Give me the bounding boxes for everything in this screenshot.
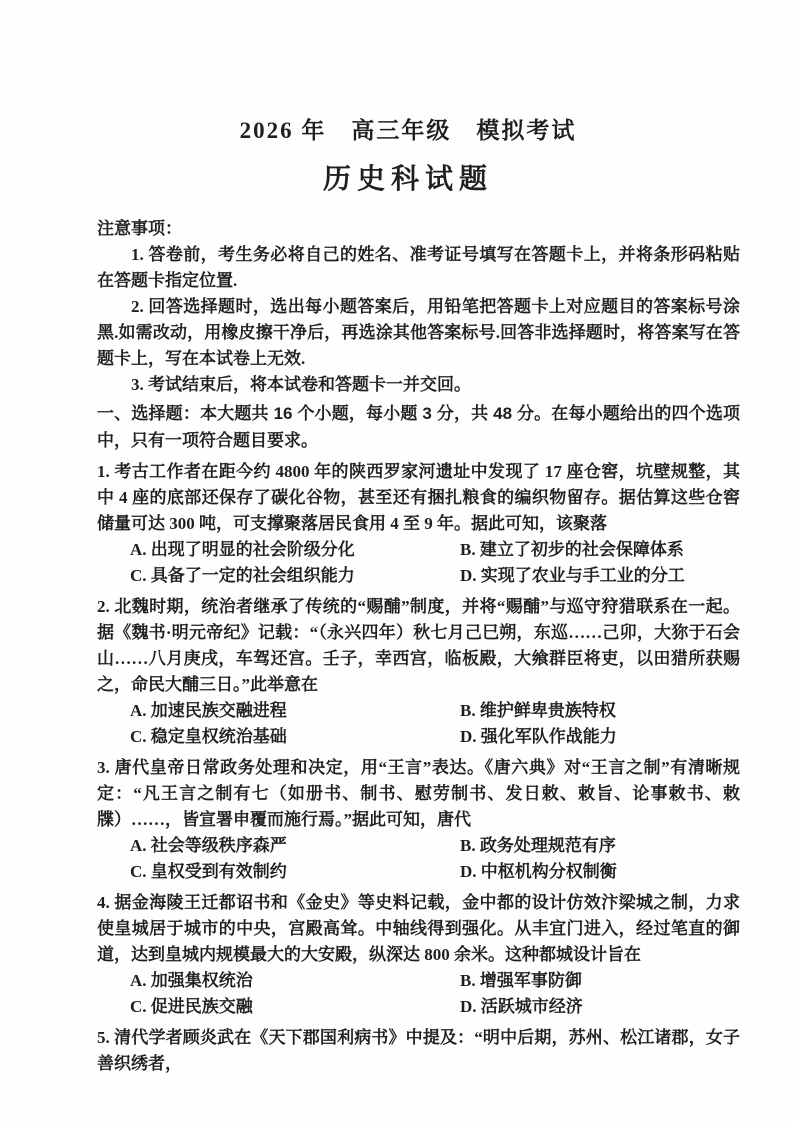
- option-item: D. 强化军队作战能力: [460, 727, 617, 746]
- options-grid: [130, 698, 740, 750]
- question-block: [97, 1025, 740, 1077]
- option-item: B. 政务处理规范有序: [460, 836, 616, 855]
- option-item: A. 加速民族交融进程: [130, 701, 287, 720]
- options-grid: [130, 968, 740, 1020]
- option-item: A. 加强集权统治: [130, 971, 253, 990]
- exam-title: 2026 年 高三年级 模拟考试: [239, 118, 577, 143]
- option-item: D. 实现了农业与手工业的分工: [460, 566, 685, 585]
- question-block: [97, 594, 740, 750]
- options-grid: [130, 537, 740, 589]
- question-block: [97, 890, 740, 1020]
- options-grid: [130, 833, 740, 885]
- option-item: A. 社会等级秩序森严: [130, 836, 287, 855]
- question-stem: 3. 唐代皇帝日常政务处理和决定，用“王言”表达。《唐六典》对“王言之制”有清晰规定：“凡王言之制有七（如册书、制书、慰劳制书、发日敕、敕旨、论事敕书、敕牒）……，皆宣署申覆而施行焉。”据此可知，唐代: [97, 758, 740, 829]
- notes-heading: 注意事项：: [97, 219, 182, 238]
- option-item: C. 具备了一定的社会组织能力: [130, 566, 355, 585]
- question-stem: 4. 据金海陵王迁都诏书和《金史》等史料记载，金中都的设计仿效汴梁城之制，力求使皇城居于城市的中央，宫殿高耸。中轴线得到强化。从丰宜门进入，经过笔直的御道，达到皇城内规模最大的大安殿，纵深达 800 余米。这种都城设计旨在: [97, 893, 740, 964]
- option-item: B. 建立了初步的社会保障体系: [460, 540, 684, 559]
- notes-section: [97, 216, 740, 398]
- question-stem: 1. 考古工作者在距今约 4800 年的陕西罗家河遗址中发现了 17 座仓窖，坑壁规整，其中 4 座的底部还保存了碳化谷物，甚至还有捆扎粮食的编织物留存。据估算这些仓窖储量可达 300 吨，可支撑聚落居民食用 4 至 9 年。据此可知，该聚落: [97, 462, 740, 533]
- question-stem: 2. 北魏时期，统治者继承了传统的“赐酺”制度，并将“赐酺”与巡守狩猎联系在一起。据《魏书·明元帝纪》记载：“（永兴四年）秋七月己巳朔，东巡……己卯，大狝于石会山……八月庚戌，车驾还宫。壬子，幸西宫，临板殿，大飨群臣将吏，以田猎所获赐之，命民大酺三日。”此举意在: [97, 597, 740, 694]
- exam-header: [76, 116, 740, 198]
- option-item: B. 维护鲜卑贵族特权: [460, 701, 616, 720]
- option-item: B. 增强军事防御: [460, 971, 582, 990]
- note-item: 2. 回答选择题时，选出每小题答案后，用铅笔把答题卡上对应题目的答案标号涂黑.如需改动，用橡皮擦干净后，再选涂其他答案标号.回答非选择题时，将答案写在答题卡上，写在本试卷上无效.: [97, 297, 740, 368]
- question-stem: 5. 清代学者顾炎武在《天下郡国利病书》中提及：“明中后期，苏州、松江诸郡，女子善织绣者，: [97, 1028, 740, 1073]
- option-item: C. 促进民族交融: [130, 997, 253, 1016]
- option-item: D. 活跃城市经济: [460, 997, 583, 1016]
- section-heading: 一、选择题：本大题共 16 个小题，每小题 3 分，共 48 分。在每小题给出的四个选项中，只有一项符合题目要求。: [97, 404, 740, 450]
- note-item: 1. 答卷前，考生务必将自己的姓名、准考证号填写在答题卡上，并将条形码粘贴在答题卡指定位置.: [97, 245, 740, 290]
- exam-subject-title: 历史科试题: [322, 163, 493, 194]
- note-item: 3. 考试结束后，将本试卷和答题卡一并交回。: [131, 375, 471, 394]
- option-item: A. 出现了明显的社会阶级分化: [130, 540, 355, 559]
- option-item: C. 稳定皇权统治基础: [130, 727, 287, 746]
- option-item: C. 皇权受到有效制约: [130, 862, 287, 881]
- question-block: [97, 755, 740, 885]
- option-item: D. 中枢机构分权制衡: [460, 862, 617, 881]
- question-block: [97, 459, 740, 589]
